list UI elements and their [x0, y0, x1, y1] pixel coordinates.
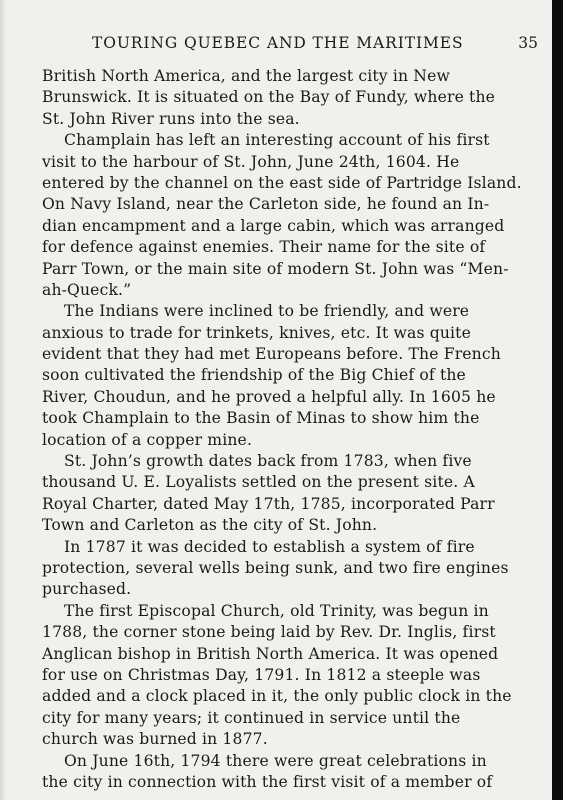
- text-line: In 1787 it was decided to establish a system of fire: [64, 537, 475, 556]
- running-head: TOURING QUEBEC AND THE MARITIMES: [92, 34, 464, 52]
- text-line: thousand U. E. Loyalists settled on the present site. A: [42, 473, 475, 492]
- page-number: 35: [518, 34, 538, 52]
- text-line: city for many years; it continued in service until the: [42, 708, 461, 727]
- text-line: evident that they had met Europeans before. The French: [42, 345, 501, 364]
- text-line: Royal Charter, dated May 17th, 1785, incorporated Parr: [42, 494, 495, 513]
- text-line: dian encampment and a large cabin, which was arranged: [42, 216, 505, 235]
- text-line: ah-Queck.”: [42, 280, 132, 299]
- text-line: The Indians were inclined to be friendly, and were: [64, 302, 470, 321]
- text-line: church was burned in 1877.: [42, 730, 268, 749]
- page-edge-border: [552, 0, 563, 800]
- text-line: purchased.: [42, 580, 132, 599]
- text-line: for use on Christmas Day, 1791. In 1812 a steeple was: [42, 665, 481, 684]
- text-line: On June 16th, 1794 there were great celebrations in: [64, 751, 487, 770]
- text-line: for defence against enemies. Their name for the site of: [42, 238, 486, 257]
- text-line: anxious to trade for trinkets, knives, etc. It was quite: [42, 323, 471, 342]
- text-line: Champlain has left an interesting account of his first: [64, 131, 490, 150]
- page-header: [40, 34, 538, 56]
- text-line: location of a copper mine.: [42, 430, 253, 449]
- text-line: Anglican bishop in British North America. It was opened: [42, 644, 499, 663]
- text-line: added and a clock placed in it, the only public clock in the: [42, 687, 512, 706]
- text-line: St. John River runs into the sea.: [42, 109, 300, 128]
- body-text: [42, 66, 562, 793]
- text-line: took Champlain to the Basin of Minas to show him the: [42, 409, 480, 428]
- text-line: visit to the harbour of St. John, June 24th, 1604. He: [42, 152, 460, 171]
- text-line: River, Choudun, and he proved a helpful ally. In 1605 he: [42, 387, 496, 406]
- text-line: St. John’s growth dates back from 1783, when five: [64, 452, 472, 471]
- text-line: protection, several wells being sunk, and two fire engines: [42, 558, 509, 577]
- text-line: The first Episcopal Church, old Trinity, was begun in: [64, 601, 489, 620]
- text-line: soon cultivated the friendship of the Big Chief of the: [42, 366, 466, 385]
- text-line: 1788, the corner stone being laid by Rev. Dr. Inglis, first: [42, 623, 496, 642]
- text-line: On Navy Island, near the Carleton side, he found an In-: [42, 195, 490, 214]
- text-line: Parr Town, or the main site of modern St. John was “Men-: [42, 259, 509, 278]
- text-line: the city in connection with the first visit of a member of: [42, 772, 493, 791]
- text-line: Town and Carleton as the city of St. John.: [42, 516, 378, 535]
- text-line: entered by the channel on the east side of Partridge Island.: [42, 173, 522, 192]
- page-gutter-shadow: [0, 0, 6, 800]
- text-line: Brunswick. It is situated on the Bay of Fundy, where the: [42, 88, 496, 107]
- text-line: British North America, and the largest city in New: [42, 67, 450, 85]
